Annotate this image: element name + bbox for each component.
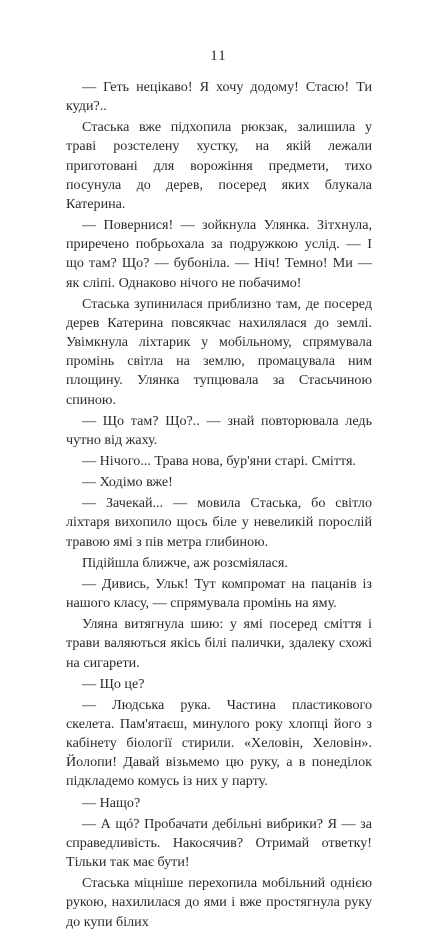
paragraph: — Нащо? [82, 794, 141, 811]
paragraph: Стаська вже підхопила рюкзак, залишила у траві розстелену хустку, на якій лежали приготовані для ворожіння предмети, тихо посунула до дерев, посеред яких блукала Катерина. [66, 119, 372, 212]
paragraph: — Дивись, Ульк! Тут компромат на пацанів із нашого класу, — спрямувала промінь на яму. [66, 575, 372, 612]
paragraph: — Нічого... Трава нова, бур'яни старі. Сміття. [82, 452, 356, 469]
paragraph: — Геть нецікаво! Я хочу додому! Стасю! Ти куди?.. [66, 79, 372, 115]
paragraph: — Повернися! — зойкнула Улянка. Зітхнула, приречено побрьохала за подружкою услід. — І що там? Що? — бубоніла. — Ніч! Темно! Ми — як сліпі. Однаково нічого не побачимо! [66, 217, 372, 291]
paragraph: Уляна витягнула шию: у ямі посеред сміття і трави валяються якісь білі палички, здалеку схожі на сигарети. [66, 616, 372, 671]
paragraph: — Людська рука. Частина пластикового скелета. Пам'ятаєш, минулого року хлопці його з кабінету біології стирили. «Хеловін, Хеловін». Йолопи! Давай візьмемо цю руку, а в понеділок підкладемо комусь із них у парту. [66, 696, 372, 790]
paragraph: — Що там? Що?.. — знай повторювала ледь чутно від жаху. [66, 412, 372, 448]
body-text [66, 78, 372, 932]
paragraph: Підійшла ближче, аж розсміялася. [82, 554, 288, 571]
paragraph: — А щó? Пробачати дебільні вибрики? Я — за справедливість. Накосячив? Отримай ответку! Тільки так має бути! [66, 815, 372, 871]
paragraph: Стаська зупинилася приблизно там, де посеред дерев Катерина повсякчас нахилялася до землі. Увімкнула ліхтарик у мобільному, спрямувала промінь світла на землю, промацувала ним площину. Улянка тупцювала за Стасьчиною спиною. [66, 295, 372, 408]
paragraph: — Ходімо вже! [82, 474, 173, 491]
page-number: 11 [210, 48, 227, 64]
paragraph: — Що це? [82, 675, 145, 692]
paragraph: — Зачекай... — мовила Стаська, бо світло ліхтаря вихопило щось біле у невеликій порослій травою ямі з пів метра глибиною. [66, 495, 372, 550]
paragraph: Стаська міцніше перехопила мобільний однією рукою, нахилилася до ями і вже простягнула руку до купи білих [66, 875, 372, 930]
